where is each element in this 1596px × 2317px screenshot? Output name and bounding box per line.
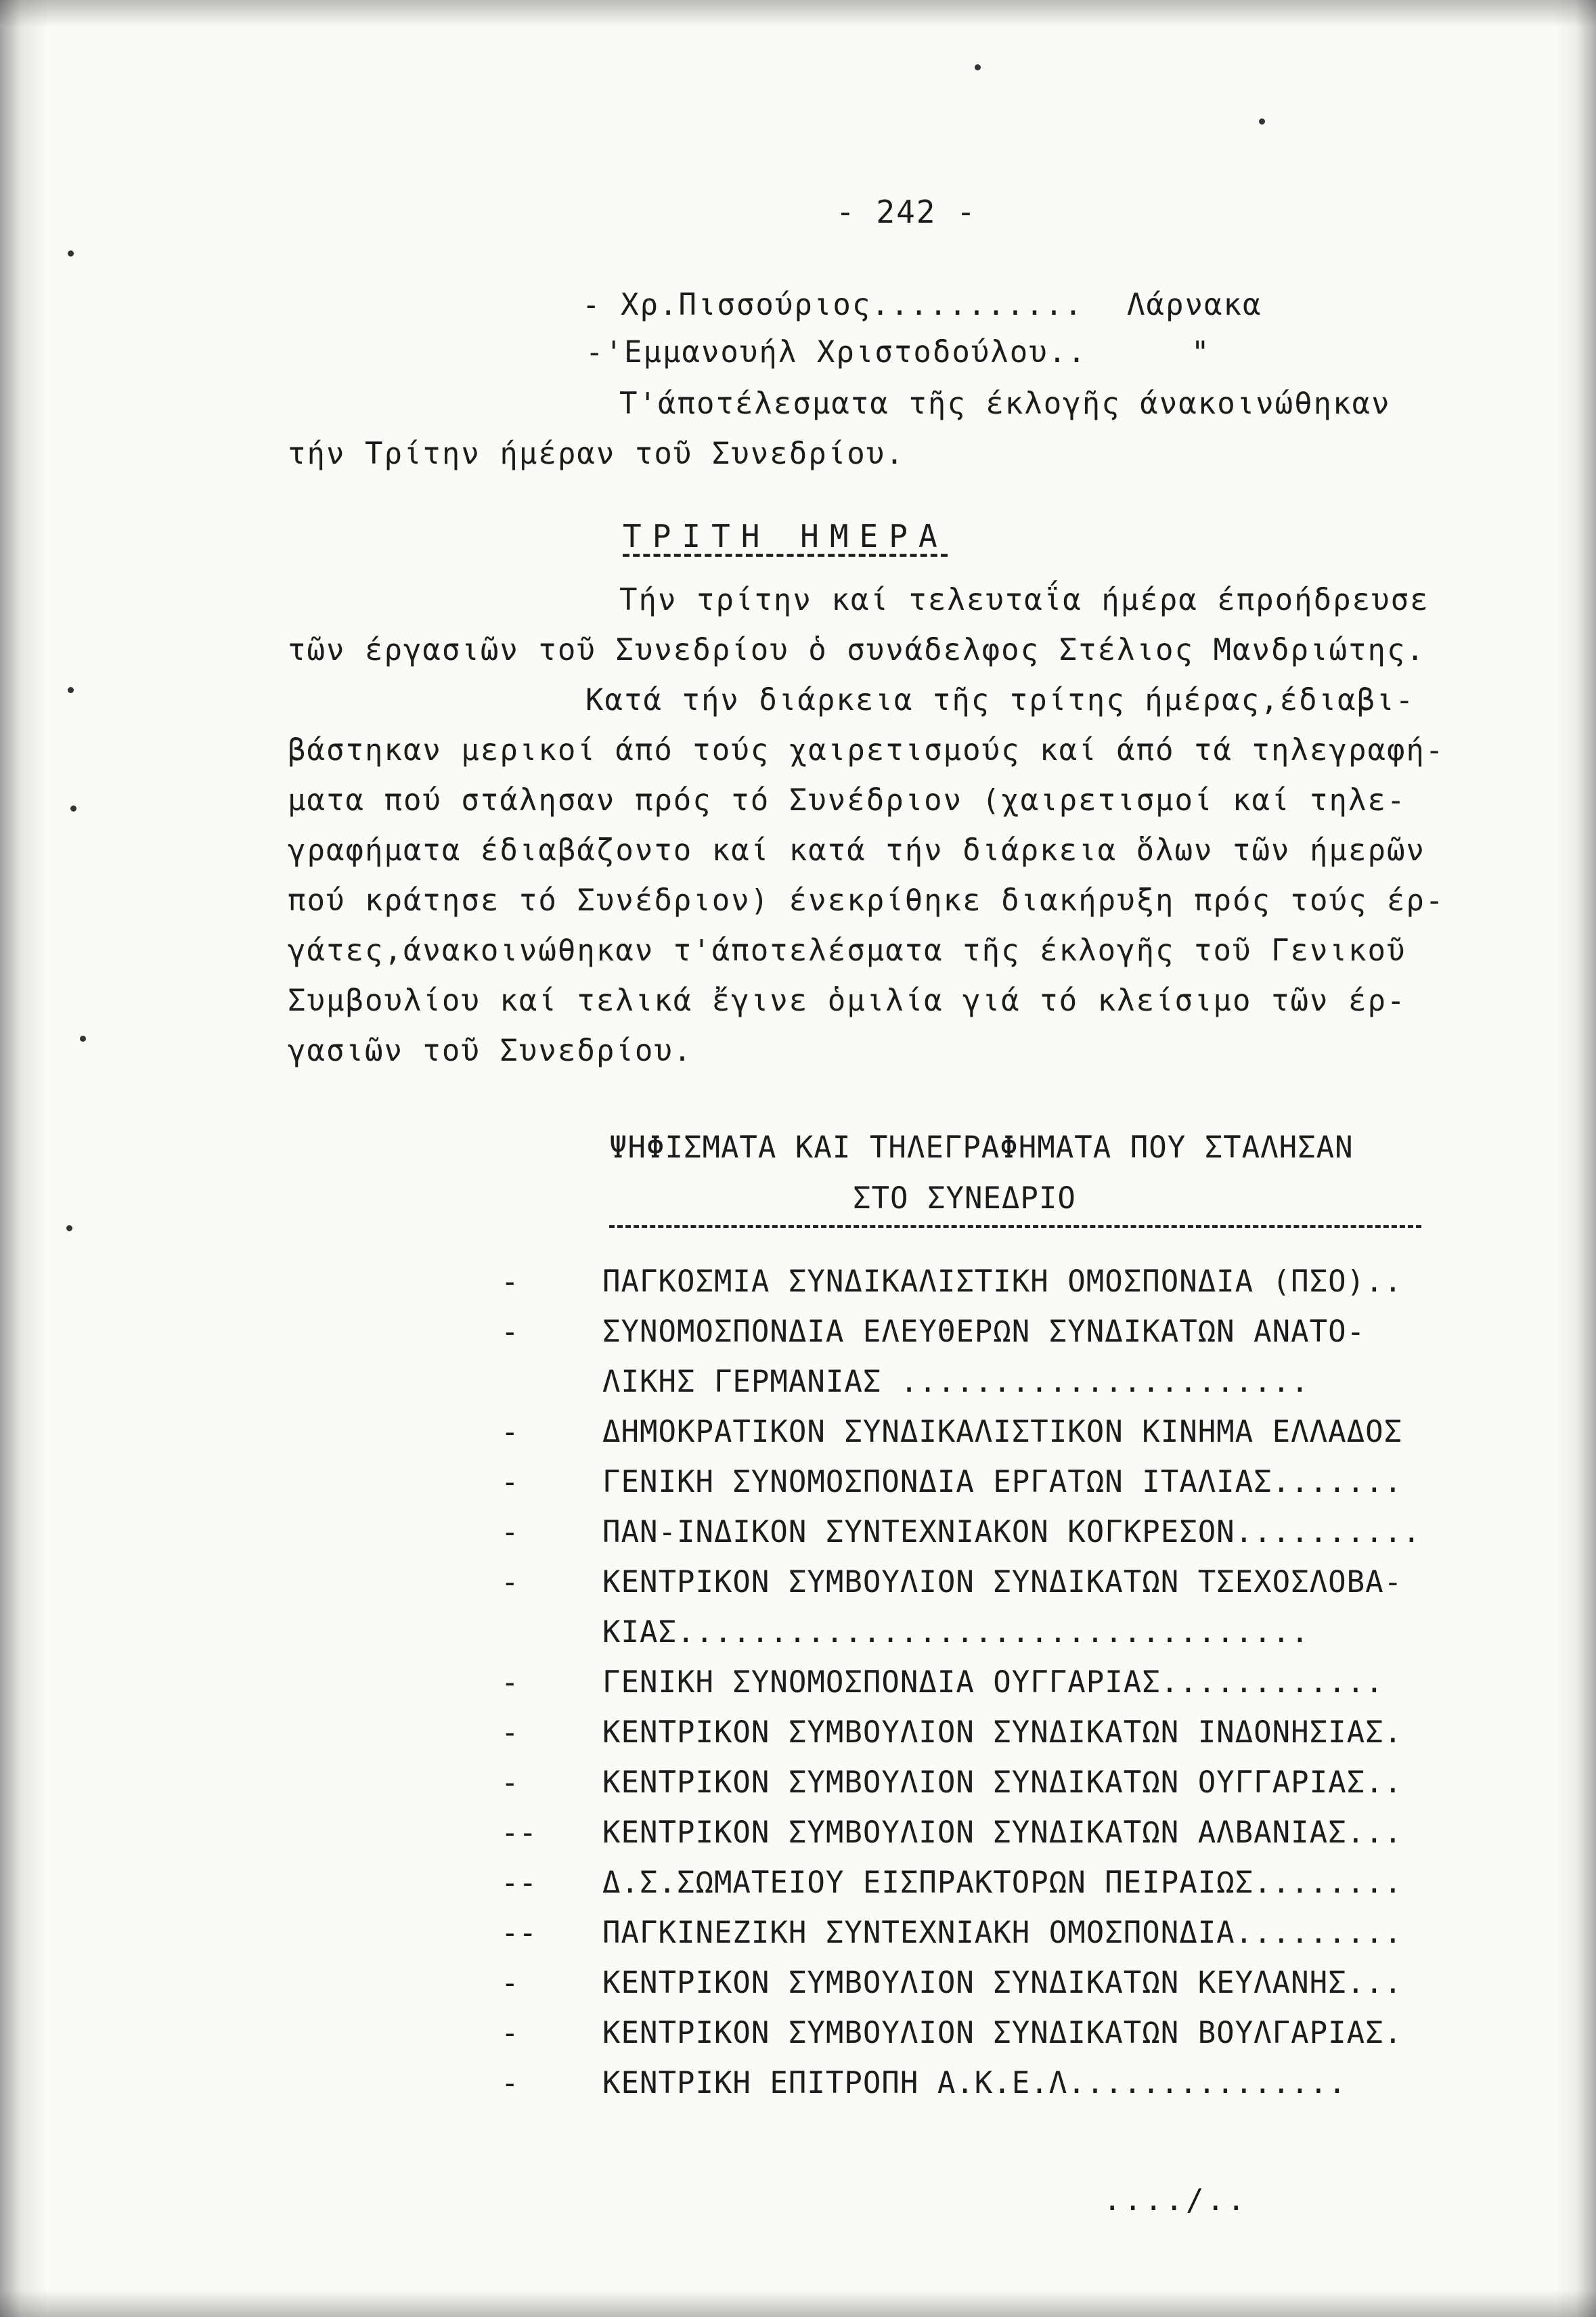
list-dash: - — [501, 1315, 519, 1349]
list-item — [487, 1715, 1503, 1765]
list-dash: - — [501, 2066, 519, 2100]
list-dash: - — [501, 1765, 519, 1800]
text-line: γραφήματα έδιαβάζοντο καί κατά τήν διάρκεια ὅλων τῶν ήμερῶν — [288, 833, 1425, 868]
organization-name: ΠΑΓΚΙΝΕΖΙΚΗ ΣΥΝΤΕΧΝΙΑΚΗ ΟΜΟΣΠΟΝΔΙΑ......... — [602, 1916, 1403, 1950]
list-dash: - — [501, 1565, 519, 1599]
text-line: Τήν τρίτην καί τελευταΐα ήμέρα έπροήδρευσε — [619, 583, 1429, 617]
text-line: Τ'άποτέλεσματα τῆς έκλογῆς άνακοινώθηκαν — [619, 387, 1391, 421]
dashed-rule — [609, 1225, 1421, 1228]
organization-name: ΓΕΝΙΚΗ ΣΥΝΟΜΟΣΠΟΝΔΙΑ ΕΡΓΑΤΩΝ ΙΤΑΛΙΑΣ....... — [602, 1465, 1403, 1499]
election-paragraph — [288, 379, 1526, 479]
list-item — [487, 2016, 1503, 2066]
list-item — [487, 1315, 1503, 1365]
list-item — [487, 1415, 1503, 1465]
signatory-place: " — [1191, 335, 1211, 370]
list-item — [487, 1765, 1503, 1815]
scan-speck — [1259, 118, 1265, 125]
organization-name: ΛΙΚΗΣ ΓΕΡΜΑΝΙΑΣ ...................... — [602, 1365, 1310, 1399]
list-item — [487, 1264, 1503, 1315]
list-dash: - — [501, 1264, 519, 1299]
list-dash: - — [501, 1966, 519, 2000]
scan-shadow-right — [1555, 0, 1596, 2317]
text-line: τήν Τρίτην ήμέραν τοῦ Συνεδρίου. — [288, 437, 905, 471]
organization-name: ΚΙΑΣ.................................. — [602, 1615, 1310, 1650]
signatory-name: - Χρ.Πισσούριος........... — [582, 288, 1084, 322]
list-item — [487, 1515, 1503, 1565]
organization-name: ΚΕΝΤΡΙΚΗ ΕΠΙΤΡΟΠΗ Α.Κ.Ε.Λ............... — [602, 2066, 1347, 2100]
text-line: γασιῶν τοῦ Συνεδρίου. — [288, 1034, 693, 1068]
list-dash: -- — [501, 1815, 537, 1850]
organization-name: ΚΕΝΤΡΙΚΟΝ ΣΥΜΒΟΥΛΙΟΝ ΣΥΝΔΙΚΑΤΩΝ ΤΣΕΧΟΣΛΟΒΑ- — [602, 1565, 1403, 1599]
list-dash: - — [501, 1465, 519, 1499]
scan-shadow-bottom — [0, 2290, 1596, 2317]
organization-name: ΓΕΝΙΚΗ ΣΥΝΟΜΟΣΠΟΝΔΙΑ ΟΥΓΓΑΡΙΑΣ............ — [602, 1665, 1384, 1700]
text-line: γάτες,άνακοινώθηκαν τ'άποτελέσματα τῆς έκλογῆς τοῦ Γενικοῦ — [288, 933, 1406, 968]
organization-name: ΚΕΝΤΡΙΚΟΝ ΣΥΜΒΟΥΛΙΟΝ ΣΥΝΔΙΚΑΤΩΝ ΟΥΓΓΑΡΙΑΣ.. — [602, 1765, 1403, 1800]
scan-speck — [68, 250, 74, 257]
text-line: βάστηκαν μερικοί άπό τούς χαιρετισμούς καί άπό τά τηλεγραφή- — [288, 733, 1445, 768]
organization-name: ΚΕΝΤΡΙΚΟΝ ΣΥΜΒΟΥΛΙΟΝ ΣΥΝΔΙΚΑΤΩΝ ΙΝΔΟΝΗΣΙΑΣ. — [602, 1715, 1403, 1750]
page-number: - 242 - — [836, 194, 977, 230]
text-line: τῶν έργασιῶν τοῦ Συνεδρίου ὁ συνάδελφος Στέλιος Μανδριώτης. — [288, 633, 1425, 667]
list-item — [487, 1815, 1503, 1866]
list-subtitle: ΣΤΟ ΣΥΝΕΔΡΙΟ — [853, 1181, 1076, 1216]
text-line: Συμβουλίου καί τελικά ἔγινε ὁμιλία γιά τό κλείσιμο τῶν έρ- — [288, 984, 1406, 1018]
list-dash: -- — [501, 1866, 537, 1900]
scan-speck — [66, 1225, 72, 1231]
continuation-marker: ..../.. — [1103, 2183, 1248, 2217]
organization-name: Δ.Σ.ΣΩΜΑΤΕΙΟΥ ΕΙΣΠΡΑΚΤΟΡΩΝ ΠΕΙΡΑΙΩΣ........ — [602, 1866, 1403, 1900]
organizations-list — [487, 1264, 1503, 2116]
organization-name: ΔΗΜΟΚΡΑΤΙΚΟΝ ΣΥΝΔΙΚΑΛΙΣΤΙΚΟΝ ΚΙΝΗΜΑ ΕΛΛΑΔΟΣ — [602, 1415, 1403, 1449]
list-item — [487, 1866, 1503, 1916]
day-heading: ΤΡΙΤΗ ΗΜΕΡΑ — [623, 518, 948, 554]
organization-name: ΚΕΝΤΡΙΚΟΝ ΣΥΜΒΟΥΛΙΟΝ ΣΥΝΔΙΚΑΤΩΝ ΒΟΥΛΓΑΡΙΑΣ. — [602, 2016, 1403, 2050]
scan-speck — [975, 64, 981, 70]
organization-name: ΠΑΝ-ΙΝΔΙΚΟΝ ΣΥΝΤΕΧΝΙΑΚΟΝ ΚΟΓΚΡΕΣΟΝ.......... — [602, 1515, 1421, 1549]
signatory-name: -'Εμμανουήλ Χριστοδούλου.. — [585, 335, 1087, 370]
scan-speck — [70, 806, 76, 812]
text-line: ματα πού στάλησαν πρός τό Συνέδριον (χαιρετισμοί καί τηλε- — [288, 783, 1406, 818]
list-item — [487, 1665, 1503, 1715]
scan-shadow-left — [0, 0, 47, 2317]
list-item — [487, 1916, 1503, 1966]
list-item-continuation — [487, 1615, 1503, 1665]
list-item-continuation — [487, 1365, 1503, 1415]
organization-name: ΚΕΝΤΡΙΚΟΝ ΣΥΜΒΟΥΛΙΟΝ ΣΥΝΔΙΚΑΤΩΝ ΑΛΒΑΝΙΑΣ... — [602, 1815, 1403, 1850]
scan-speck — [68, 687, 74, 693]
scan-shadow-top — [0, 0, 1596, 27]
organization-name: ΠΑΓΚΟΣΜΙΑ ΣΥΝΔΙΚΑΛΙΣΤΙΚΗ ΟΜΟΣΠΟΝΔΙΑ (ΠΣΟ).. — [602, 1264, 1403, 1299]
third-day-paragraph — [288, 575, 1526, 1076]
text-line: Κατά τήν διάρκεια τῆς τρίτης ήμέρας,έδιαβι- — [585, 683, 1415, 718]
signatory-place: Λάρνακα — [1127, 288, 1262, 322]
organization-name: ΚΕΝΤΡΙΚΟΝ ΣΥΜΒΟΥΛΙΟΝ ΣΥΝΔΙΚΑΤΩΝ ΚΕΥΛΑΝΗΣ... — [602, 1966, 1403, 2000]
list-dash: - — [501, 1515, 519, 1549]
list-item — [487, 1565, 1503, 1615]
list-dash: -- — [501, 1916, 537, 1950]
list-dash: - — [501, 1415, 519, 1449]
scan-speck — [80, 1036, 86, 1042]
list-item — [487, 2066, 1503, 2116]
list-dash: - — [501, 1665, 519, 1700]
list-dash: - — [501, 2016, 519, 2050]
text-line: πού κράτησε τό Συνέδριον) ένεκρίθηκε διακήρυξη πρός τούς έρ- — [288, 883, 1445, 918]
list-title: ΨΗΦΙΣΜΑΤΑ ΚΑΙ ΤΗΛΕΓΡΑΦΗΜΑΤΑ ΠΟΥ ΣΤΑΛΗΣΑΝ — [609, 1130, 1354, 1165]
list-item — [487, 1966, 1503, 2016]
list-dash: - — [501, 1715, 519, 1750]
organization-name: ΣΥΝΟΜΟΣΠΟΝΔΙΑ ΕΛΕΥΘΕΡΩΝ ΣΥΝΔΙΚΑΤΩΝ ΑΝΑΤΟ- — [602, 1315, 1366, 1349]
list-item — [487, 1465, 1503, 1515]
